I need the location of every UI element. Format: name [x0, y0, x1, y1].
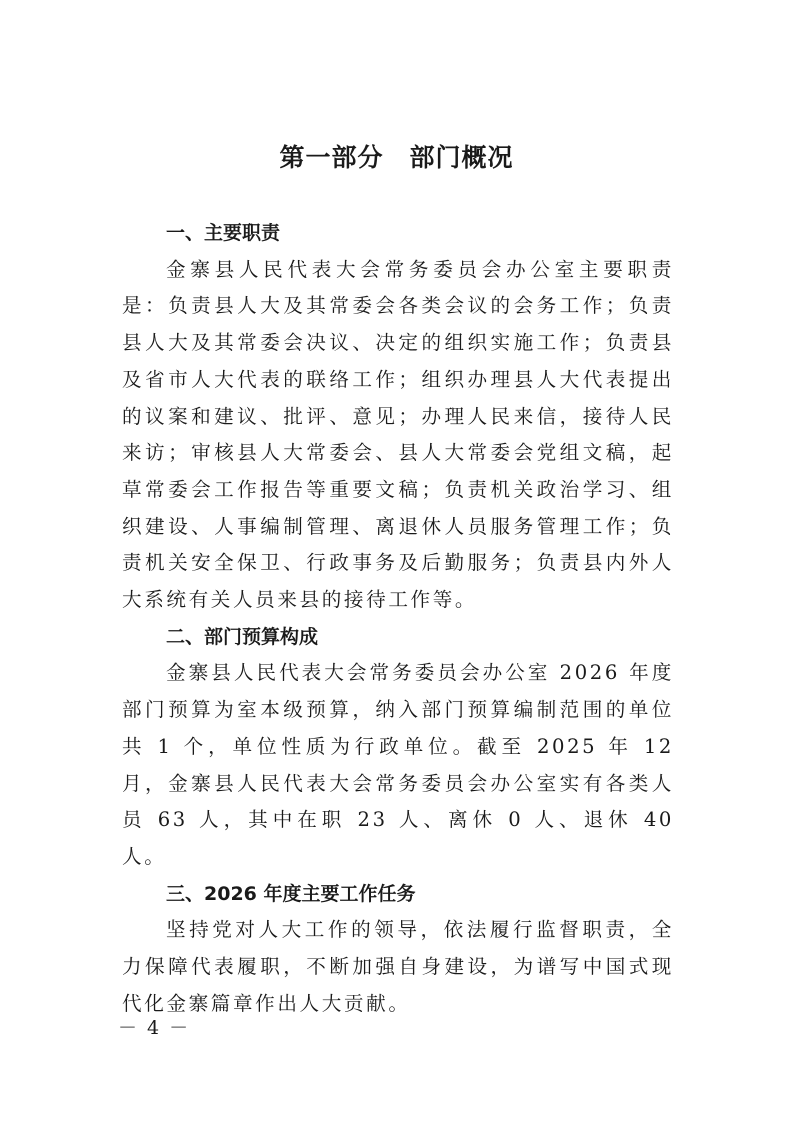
page-title: 第一部分 部门概况 [279, 143, 514, 172]
section-paragraph-work-tasks: 坚持党对人大工作的领导，依法履行监督职责，全力保障代表履职，不断加强自身建设，为谱写中国式现代化金寨篇章作出人大贡献。 [122, 918, 674, 1015]
section-paragraph-budget-composition: 金寨县人民代表大会常务委员会办公室 2026 年度部门预算为室本级预算，纳入部门预算编制范围的单位共 1 个，单位性质为行政单位。截至 2025 年 12 月，金寨县人民代表大会常务委员会办公室实有各类人员 63 人，其中在职 23 人、离休 0 人、退休 40 人。 [122, 661, 674, 868]
document-body [122, 215, 674, 1022]
section-heading-budget-composition: 二、部门预算构成 [166, 625, 319, 648]
section-heading-main-duties: 一、主要职责 [166, 222, 281, 244]
section-paragraph-main-duties: 金寨县人民代表大会常务委员会办公室主要职责是：负责县人大及其常委会各类会议的会务工作；负责县人大及其常委会决议、决定的组织实施工作；负责县及省市人大代表的联络工作；组织办理县人大代表提出的议案和建议、批评、意见；办理人民来信，接待人民来访；审核县人大常委会、县人大常委会党组文稿，起草常委会工作报告等重要文稿；负责机关政治学习、组织建设、人事编制管理、离退休人员服务管理工作；负责机关安全保卫、行政事务及后勤服务；负责县内外人大系统有关人员来县的接待工作等。 [122, 257, 674, 612]
section-heading-work-tasks: 三、2026 年度主要工作任务 [166, 882, 416, 905]
page-number: － 4 － [118, 1017, 191, 1039]
